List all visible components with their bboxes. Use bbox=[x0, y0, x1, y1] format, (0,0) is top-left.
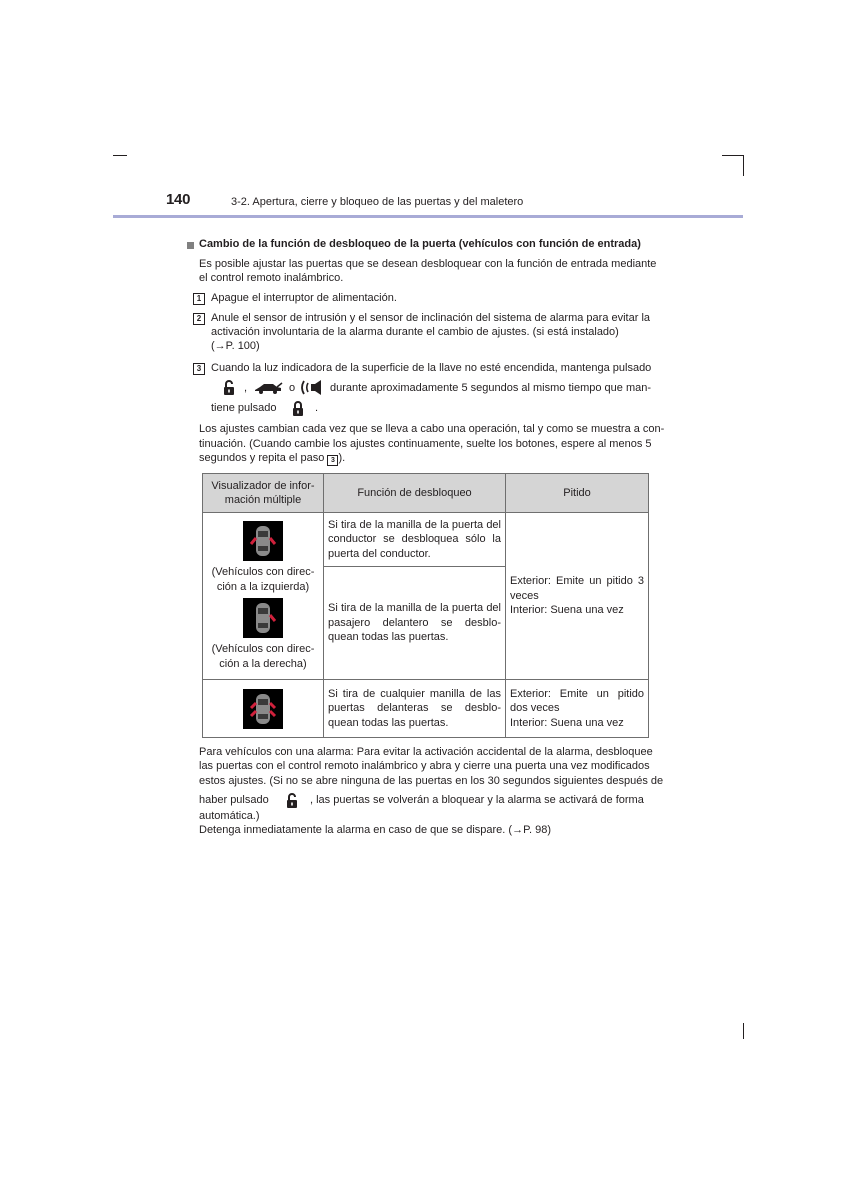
lock-icon bbox=[285, 792, 299, 809]
body-text: segundos y repita el paso bbox=[199, 452, 325, 464]
beep-interior: Interior: Suena una vez bbox=[510, 604, 624, 617]
beep-cell bbox=[506, 680, 649, 738]
table-row bbox=[203, 513, 649, 567]
car-display-driver-door-icon bbox=[243, 521, 283, 561]
unlock-icon bbox=[222, 379, 236, 396]
body-line: tinuación. (Cuando cambie los ajustes continuamente, suelte los botones, espere al menos 5 bbox=[199, 438, 652, 450]
intro-line: Es posible ajustar las puertas que se desean desbloquear con la función de entrada mediante bbox=[199, 258, 657, 270]
function-cell: Si tira de cualquier manilla de las puertas delanteras se desblo-quean todas las puertas. bbox=[324, 680, 506, 738]
table-header-cell: Función de desbloqueo bbox=[324, 474, 506, 513]
function-cell: Si tira de la manilla de la puerta del pasajero delantero se desblo-quean todas las puertas. bbox=[324, 567, 506, 680]
body-line: Los ajustes cambian cada vez que se lleva a cabo una operación, tal y como se muestra a con- bbox=[199, 423, 665, 435]
beep-exterior: Exterior: Emite un pitido 3 veces bbox=[510, 575, 644, 602]
header-rule bbox=[113, 215, 743, 218]
step-text: Cuando la luz indicadora de la superficie de la llave no esté encendida, mantenga pulsado bbox=[211, 362, 652, 374]
body-line: Para vehículos con una alarma: Para evitar la activación accidental de la alarma, desbloquee bbox=[199, 746, 653, 758]
body-line: las puertas con el control remoto inalámbrico y abra y cierre una puerta una vez modificados bbox=[199, 760, 650, 772]
body-line: estos ajustes. (Si no se abre ninguna de las puertas en los 30 segundos siguientes después de bbox=[199, 775, 664, 787]
beep-interior: Interior: Suena una vez bbox=[510, 716, 624, 729]
body-line: , las puertas se volverán a bloquear y la alarma se activará de forma bbox=[310, 794, 644, 806]
step-separator: o bbox=[289, 382, 296, 394]
step-text: (→P. 100) bbox=[211, 340, 260, 352]
car-display-passenger-door-icon bbox=[243, 598, 283, 638]
section-heading: Cambio de la función de desbloqueo de la puerta (vehículos con función de entrada) bbox=[199, 238, 641, 250]
step-number: 3 bbox=[193, 363, 205, 375]
body-text: ). bbox=[338, 452, 346, 464]
body-line: Detenga inmediatamente la alarma en caso de que se dispare. (→P. 98) bbox=[199, 824, 552, 836]
panic-alarm-icon bbox=[300, 379, 326, 396]
display-cell bbox=[203, 680, 324, 738]
crop-mark bbox=[743, 155, 744, 176]
step-number: 2 bbox=[193, 313, 205, 325]
table-row bbox=[203, 680, 649, 738]
step-text: tiene pulsado bbox=[211, 402, 277, 414]
step-separator: , bbox=[244, 382, 248, 394]
crop-mark bbox=[743, 1023, 744, 1039]
display-caption: (Vehículos con direc-ción a la derecha) bbox=[211, 643, 315, 670]
step-number: 1 bbox=[193, 293, 205, 305]
body-line: haber pulsado bbox=[199, 794, 269, 806]
trunk-icon bbox=[253, 382, 283, 394]
step-reference: 3 bbox=[327, 455, 338, 466]
table-header-cell: Visualizador de infor-mación múltiple bbox=[203, 474, 324, 513]
car-display-all-doors-icon bbox=[243, 689, 283, 729]
table-header-cell: Pitido bbox=[506, 474, 649, 513]
body-line: automática.) bbox=[199, 810, 260, 822]
page-number: 140 bbox=[166, 191, 191, 208]
table-header-row bbox=[203, 474, 649, 513]
lock-icon bbox=[291, 400, 305, 417]
crop-mark bbox=[722, 155, 744, 156]
function-cell: Si tira de la manilla de la puerta del conductor se desbloquea sólo la puerta del conductor. bbox=[324, 513, 506, 567]
display-caption: (Vehículos con direc-ción a la izquierda) bbox=[211, 566, 315, 593]
chapter-title: 3-2. Apertura, cierre y bloqueo de las puertas y del maletero bbox=[231, 196, 524, 208]
beep-exterior: Exterior: Emite un pitido dos veces bbox=[510, 687, 644, 715]
intro-line: el control remoto inalámbrico. bbox=[199, 272, 344, 284]
section-bullet-icon bbox=[187, 242, 194, 249]
step-text: activación involuntaria de la alarma durante el cambio de ajustes. (si está instalado) bbox=[211, 326, 619, 338]
step-text: durante aproximadamente 5 segundos al mismo tiempo que man- bbox=[330, 382, 652, 394]
step-text: Apague el interruptor de alimentación. bbox=[211, 292, 397, 304]
settings-table bbox=[202, 473, 649, 738]
step-text: . bbox=[315, 402, 319, 414]
beep-cell bbox=[506, 513, 649, 680]
body-line bbox=[199, 451, 345, 466]
display-cell bbox=[203, 513, 324, 680]
crop-mark bbox=[113, 155, 127, 156]
step-text: Anule el sensor de intrusión y el sensor de inclinación del sistema de alarma para evitar la bbox=[211, 312, 651, 324]
